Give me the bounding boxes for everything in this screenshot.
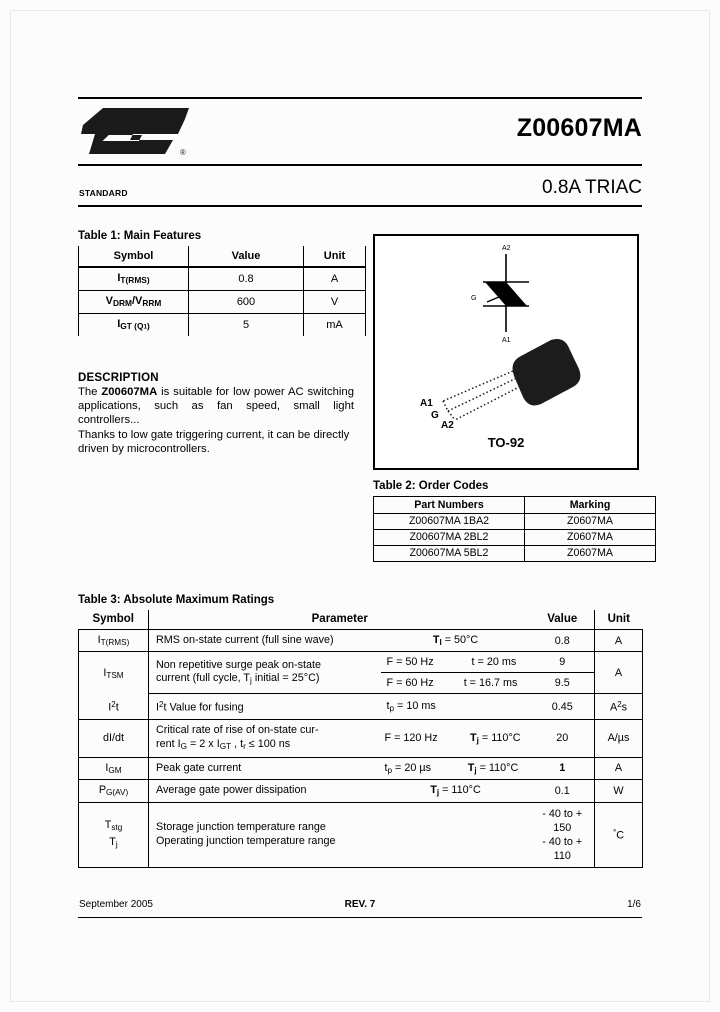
- table-row: [79, 780, 643, 802]
- table3-symbol-didt: dI/dt: [79, 720, 149, 758]
- footer-rule: [78, 917, 642, 918]
- table3-value-itrms: 0.8: [531, 630, 595, 652]
- table3-unit-temperatures: °C: [595, 802, 643, 867]
- table3-cond-temp-didt: $T_j = 110^\circ C$: [470, 732, 521, 745]
- table3-value-pgav: 0.1: [531, 780, 595, 802]
- table-row: [79, 694, 643, 720]
- page-content: [78, 0, 642, 1012]
- table3-unit-itrms: A: [595, 630, 643, 652]
- package-name-label: TO-92: [487, 435, 525, 450]
- table3-parameter-igm: Peak gate current: [149, 757, 381, 779]
- table1-symbol-igt: $I_{GT (Q1)}$: [79, 314, 189, 337]
- table2-part-number: Z00607MA 2BL2: [374, 530, 525, 546]
- footer-page-number: 1/6: [627, 899, 641, 910]
- svg-text:A2: A2: [502, 245, 511, 252]
- table3-symbol-igm: $I_{GM}$: [79, 757, 149, 779]
- svg-text:®: ®: [180, 148, 186, 157]
- table3-container: [78, 594, 642, 868]
- product-subtitle: 0.8A TRIAC: [542, 177, 642, 198]
- table1-col-symbol: Symbol: [79, 246, 189, 267]
- header-rule-bottom: [78, 205, 642, 207]
- table1-col-value: Value: [189, 246, 304, 267]
- table2-part-number: Z00607MA 1BA2: [374, 514, 525, 530]
- table3-symbol-i2t: $I^2t$: [79, 694, 149, 720]
- table-row: [374, 514, 656, 530]
- description-block: [78, 372, 354, 456]
- table2-col-marking: Marking: [525, 497, 656, 514]
- svg-text:A2: A2: [441, 420, 454, 431]
- part-number-title: Z00607MA: [516, 114, 642, 142]
- table3-parameter-pgav: Average gate power dissipation: [149, 780, 381, 802]
- table3-condition-pgav: $T_j = 110^\circ C$: [381, 780, 531, 802]
- table3-unit-itsm: A: [595, 652, 643, 694]
- table1-unit-itrms: A: [304, 267, 366, 291]
- table3-parameter-temperatures: Storage junction temperature range Operating junction temperature range: [149, 802, 531, 867]
- table3-condition-didt: [381, 720, 531, 758]
- header-rule-middle: [78, 164, 642, 166]
- standard-label: STANDARD: [79, 188, 128, 198]
- table1-main-features: [78, 246, 366, 336]
- table-row: [79, 757, 643, 779]
- table3-col-parameter: Parameter: [149, 610, 531, 630]
- table3-cond-freq-120: F = 120 Hz: [384, 732, 438, 745]
- table3-cond-temp-igm: $T_j = 110^\circ C$: [467, 762, 519, 775]
- table3-parameter-itsm: Non repetitive surge peak on-state current (full cycle, $T_j$ initial = 25°C): [149, 652, 381, 694]
- table3-col-unit: Unit: [595, 610, 643, 630]
- table2-marking: Z0607MA: [525, 530, 656, 546]
- table-row: [79, 802, 643, 867]
- table3-symbol-itsm: $I_{TSM}$: [79, 652, 149, 694]
- table2-marking: Z0607MA: [525, 546, 656, 562]
- table2-order-codes: [373, 496, 656, 562]
- table-row: [79, 314, 366, 337]
- table3-value-igm: 1: [531, 757, 595, 779]
- table3-condition-igm: [381, 757, 531, 779]
- table1-col-unit: Unit: [304, 246, 366, 267]
- table3-caption: Table 3: Absolute Maximum Ratings: [78, 594, 275, 606]
- table3-condition-itsm-50hz: [381, 652, 531, 673]
- table3-condition-itsm-60hz: [381, 673, 531, 694]
- table3-cond-time-igm: $t_p = 20$ µs: [384, 762, 431, 775]
- table3-symbol-itrms: $I_{T(RMS)}$: [79, 630, 149, 652]
- table3-unit-didt: A/µs: [595, 720, 643, 758]
- header-rule-top: [78, 97, 642, 99]
- table3-condition-itrms: $T_l = 50^\circ C$: [381, 630, 531, 652]
- table2-col-part-numbers: Part Numbers: [374, 497, 525, 514]
- table3-parameter-itrms: RMS on-state current (full sine wave): [149, 630, 381, 652]
- st-logo: [81, 103, 193, 159]
- table1-header-row: [79, 246, 366, 267]
- table3-col-value: Value: [531, 610, 595, 630]
- table2-header-row: [374, 497, 656, 514]
- svg-text:A1: A1: [502, 337, 511, 344]
- table3-value-itsm-50hz: 9: [531, 652, 595, 673]
- table3-value-didt: 20: [531, 720, 595, 758]
- table3-cond-time-60: t = 16.7 ms: [463, 677, 518, 690]
- footer-revision: REV. 7: [344, 899, 376, 910]
- table3-parameter-i2t: $I^2t$ Value for fusing: [149, 694, 381, 720]
- table1-container: [78, 230, 350, 336]
- table1-value-itrms: 0.8: [189, 267, 304, 291]
- table3-col-symbol: Symbol: [79, 610, 149, 630]
- description-paragraph-1: The Z00607MA is suitable for low power AC switching applications, such as fan speed, small light controllers...: [78, 386, 354, 427]
- description-paragraph-2: Thanks to low gate triggering current, it can be directly driven by microcontrollers.: [78, 428, 350, 455]
- table2-part-number: Z00607MA 5BL2: [374, 546, 525, 562]
- table-row: [79, 630, 643, 652]
- table-row: [79, 267, 366, 291]
- table1-symbol-itrms: $I_{T(RMS)}$: [79, 267, 189, 291]
- table3-unit-igm: A: [595, 757, 643, 779]
- table3-absolute-maximum-ratings: [78, 610, 643, 868]
- table2-container: [373, 480, 645, 562]
- table3-value-temperatures: - 40 to + 150 - 40 to + 110: [531, 802, 595, 867]
- description-heading: DESCRIPTION: [78, 372, 159, 384]
- table-row: [79, 291, 366, 314]
- package-drawing: [375, 236, 637, 468]
- table2-caption: Table 2: Order Codes: [373, 480, 489, 492]
- table1-unit-vdrm: V: [304, 291, 366, 314]
- table-row: [79, 720, 643, 758]
- table1-value-igt: 5: [189, 314, 304, 337]
- table3-unit-pgav: W: [595, 780, 643, 802]
- table3-unit-i2t: $A^2s$: [595, 694, 643, 720]
- table1-unit-igt: mA: [304, 314, 366, 337]
- table-row: [374, 530, 656, 546]
- svg-text:A1: A1: [420, 398, 433, 409]
- table3-value-i2t: 0.45: [531, 694, 595, 720]
- table1-value-vdrm: 600: [189, 291, 304, 314]
- table3-symbol-pgav: $P_{G(AV)}$: [79, 780, 149, 802]
- table3-cond-freq-50: F = 50 Hz: [386, 656, 434, 669]
- table1-caption: Table 1: Main Features: [78, 230, 202, 242]
- package-diagram-box: [373, 234, 639, 470]
- table3-header-row: [79, 610, 643, 630]
- table3-condition-i2t: $t_p = 10$ ms: [381, 694, 531, 720]
- table3-value-itsm-60hz: 9.5: [531, 673, 595, 694]
- table2-marking: Z0607MA: [525, 514, 656, 530]
- table1-symbol-vdrm: $V_{DRM}/V_{RRM}$: [79, 291, 189, 314]
- svg-text:G: G: [431, 410, 439, 421]
- table3-parameter-didt: Critical rate of rise of on-state cur- rent $I_G = 2$ x $I_{GT}$ , $t_r \le 100$ ns: [149, 720, 381, 758]
- table3-symbol-temperatures: $T_{stg}$ $T_j$: [79, 802, 149, 867]
- footer-date: September 2005: [79, 899, 153, 910]
- table-row: [79, 652, 643, 673]
- table3-cond-freq-60: F = 60 Hz: [386, 677, 434, 690]
- table-row: [374, 546, 656, 562]
- svg-text:G: G: [471, 295, 477, 302]
- table3-cond-time-50: t = 20 ms: [471, 656, 517, 669]
